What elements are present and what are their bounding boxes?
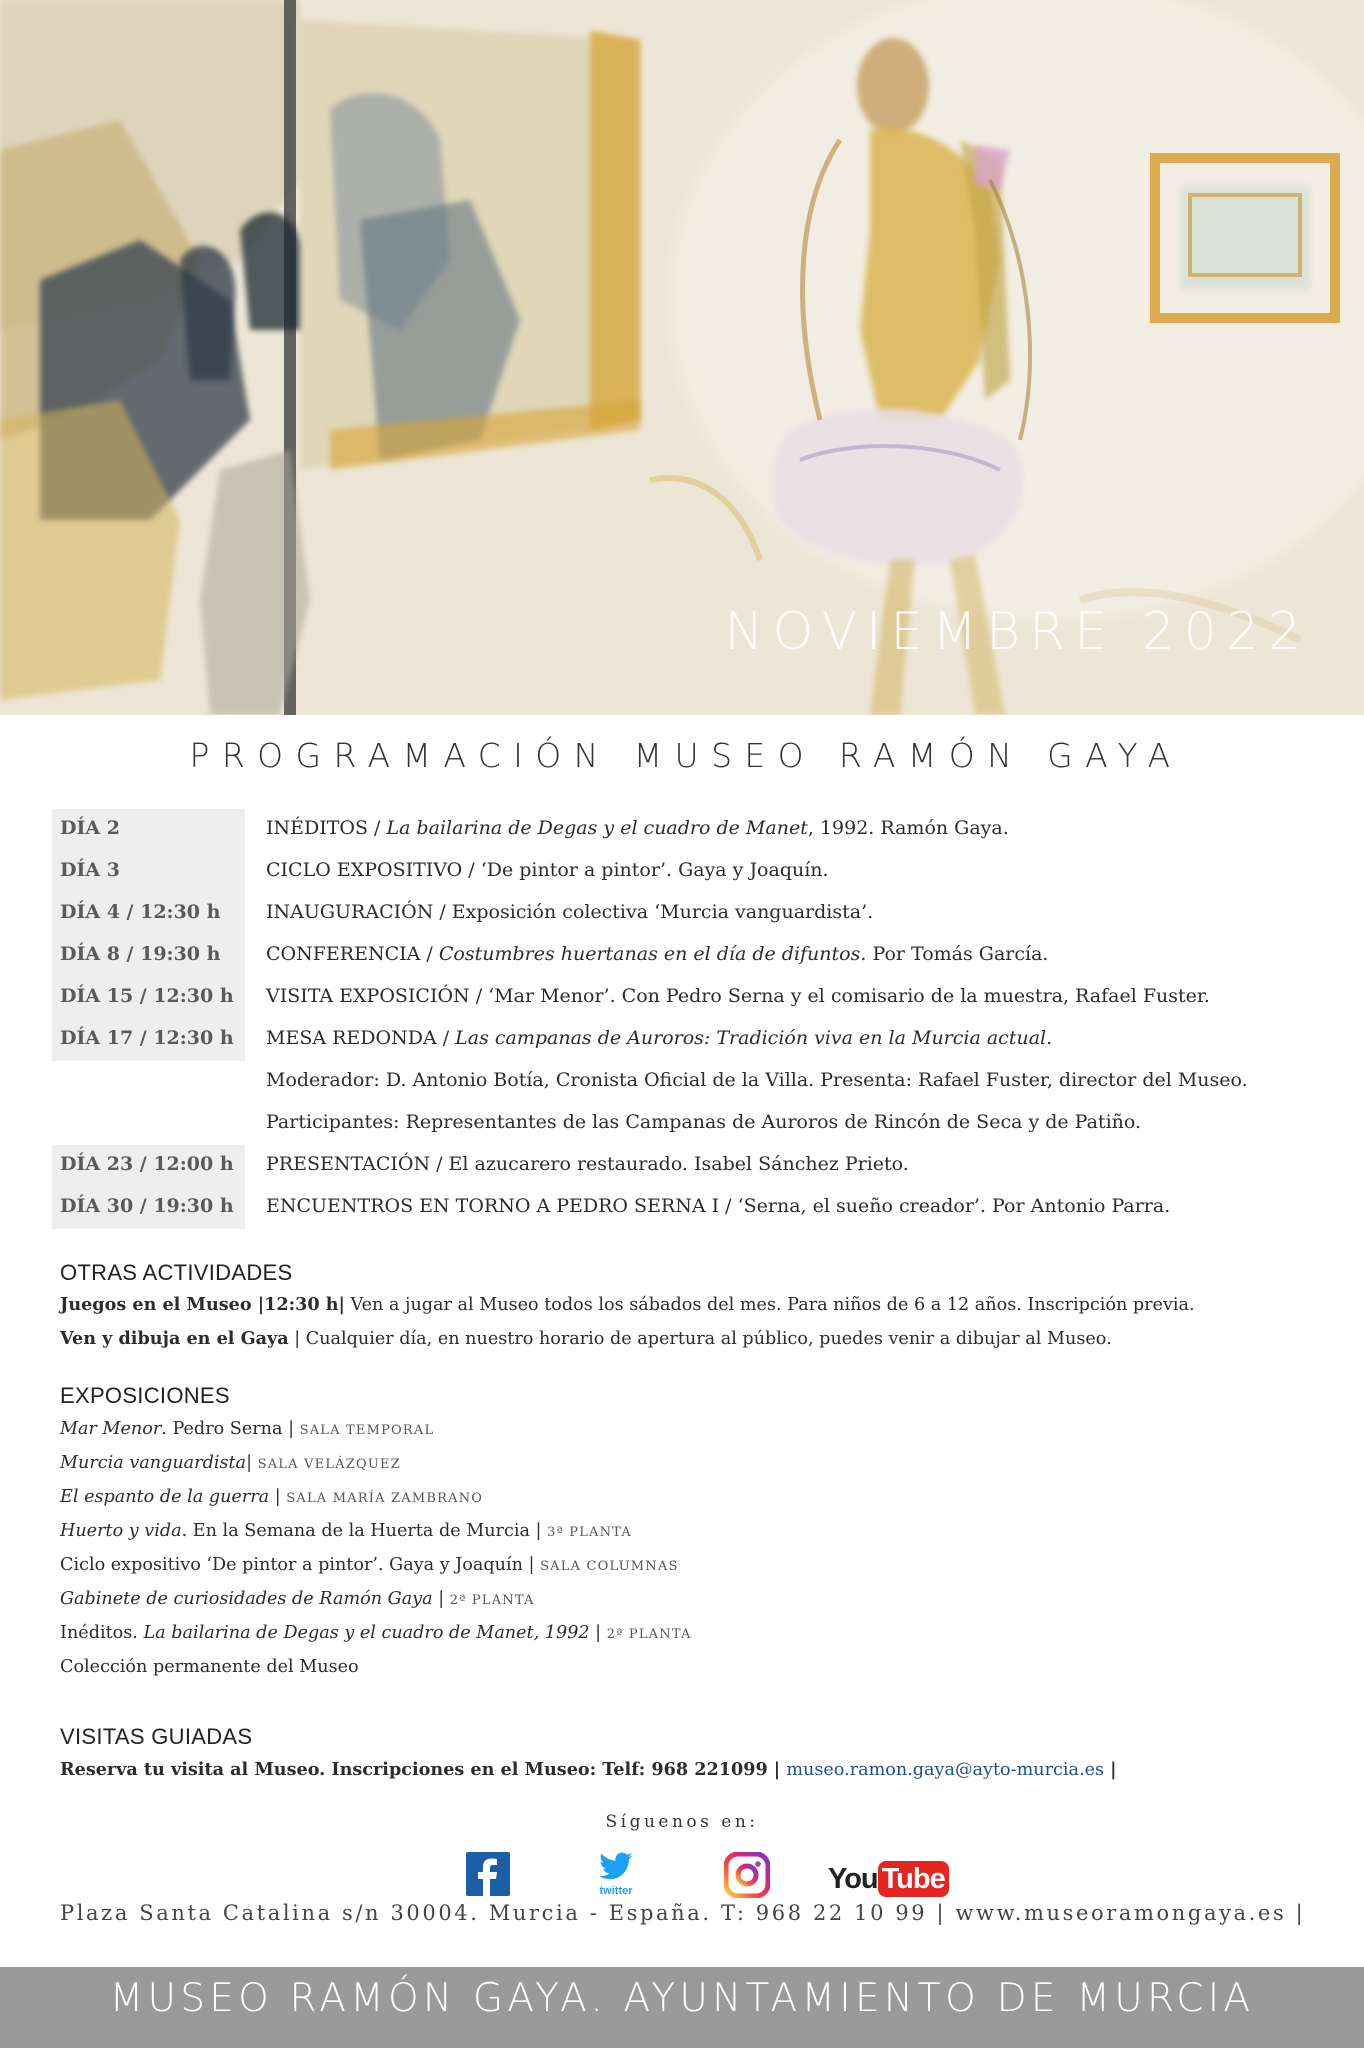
schedule-row: [52, 1103, 1312, 1145]
schedule-description: PRESENTACIÓN / El azucarero restaurado. Isabel Sánchez Prieto.: [266, 1153, 909, 1175]
footer-title: MUSEO RAMÓN GAYA. AYUNTAMIENTO DE MURCIA: [109, 1976, 1255, 2021]
follow-label: Síguenos en:: [605, 1812, 759, 1832]
page-title: PROGRAMACIÓN MUSEO RAMÓN GAYA: [189, 736, 1183, 775]
schedule-day: DÍA 8 / 19:30 h: [52, 935, 245, 977]
exposicion-item: Gabinete de curiosidades de Ramón Gaya | 2ª PLANTA: [60, 1589, 535, 1609]
schedule-description: CICLO EXPOSITIVO / ‘De pintor a pintor’. Gaya y Joaquín.: [266, 859, 829, 881]
schedule-day: DÍA 30 / 19:30 h: [52, 1187, 245, 1229]
schedule-row: [52, 1187, 1312, 1229]
schedule-day-empty: [52, 1061, 245, 1103]
exposicion-item: Mar Menor. Pedro Serna | SALA TEMPORAL: [60, 1419, 435, 1439]
schedule-row: [52, 1061, 1312, 1103]
exposiciones-heading: EXPOSICIONES: [60, 1383, 230, 1408]
exposicion-item: Colección permanente del Museo: [60, 1657, 359, 1677]
juegos-line: Juegos en el Museo |12:30 h| Ven a jugar al Museo todos los sábados del mes. Para niños de 6 a 12 años. Inscripción previa.: [60, 1294, 1195, 1315]
schedule-table: [52, 809, 1312, 1229]
schedule-row: [52, 935, 1312, 977]
schedule-day: DÍA 2: [52, 809, 245, 851]
visitas-guiadas-heading: VISITAS GUIADAS: [60, 1724, 253, 1749]
schedule-day: DÍA 4 / 12:30 h: [52, 893, 245, 935]
schedule-description: Participantes: Representantes de las Campanas de Auroros de Rincón de Seca y de Patiño.: [266, 1111, 1142, 1133]
exposicion-item: El espanto de la guerra | SALA MARÍA ZAMBRANO: [60, 1487, 484, 1507]
schedule-row: [52, 977, 1312, 1019]
instagram-icon[interactable]: [724, 1852, 770, 1902]
schedule-row: [52, 1145, 1312, 1187]
schedule-day: DÍA 15 / 12:30 h: [52, 977, 245, 1019]
exposicion-item: Huerto y vida. En la Semana de la Huerta de Murcia | 3ª PLANTA: [60, 1521, 632, 1541]
youtube-icon[interactable]: You Tube: [828, 1861, 949, 1897]
facebook-icon[interactable]: [466, 1852, 510, 1900]
email-link[interactable]: museo.ramon.gaya@ayto-murcia.es: [786, 1760, 1105, 1780]
schedule-day: DÍA 17 / 12:30 h: [52, 1019, 245, 1061]
twitter-wordmark: twitter: [599, 1885, 633, 1897]
hero-painting: [0, 0, 1364, 715]
schedule-day: DÍA 23 / 12:00 h: [52, 1145, 245, 1187]
schedule-description: VISITA EXPOSICIÓN / ‘Mar Menor’. Con Pedro Serna y el comisario de la muestra, Rafael Fuster.: [266, 985, 1210, 1007]
schedule-row: [52, 809, 1312, 851]
schedule-day-empty: [52, 1103, 245, 1145]
hero-month-title: NOVIEMBRE 2022: [724, 602, 1310, 662]
twitter-icon[interactable]: [594, 1852, 638, 1897]
schedule-row: [52, 1019, 1312, 1061]
schedule-description: MESA REDONDA / Las campanas de Auroros: Tradición viva en la Murcia actual.: [266, 1027, 1053, 1049]
schedule-description: CONFERENCIA / Costumbres huertanas en el día de difuntos. Por Tomás García.: [266, 943, 1049, 965]
visitas-line: Reserva tu visita al Museo. Inscripciones en el Museo: Telf: 968 221099 | museo.ramon.gaya@ayto-murcia.es |: [60, 1759, 1117, 1780]
schedule-row: [52, 851, 1312, 893]
exposicion-item: Ciclo expositivo ‘De pintor a pintor’. Gaya y Joaquín | SALA COLUMNAS: [60, 1555, 679, 1575]
schedule-description: Moderador: D. Antonio Botía, Cronista Oficial de la Villa. Presenta: Rafael Fuster, director del Museo.: [266, 1069, 1248, 1091]
address-line: Plaza Santa Catalina s/n 30004. Murcia - España. T: 968 22 10 99 | www.museoramongaya.es |: [60, 1901, 1306, 1925]
schedule-row: [52, 893, 1312, 935]
dibuja-line: Ven y dibuja en el Gaya | Cualquier día, en nuestro horario de apertura al público, puedes venir a dibujar al Museo.: [60, 1328, 1112, 1349]
schedule-description: INAUGURACIÓN / Exposición colectiva ‘Murcia vanguardista’.: [266, 901, 874, 923]
exposicion-item: Murcia vanguardista| SALA VELÁZQUEZ: [60, 1453, 401, 1473]
schedule-description: ENCUENTROS EN TORNO A PEDRO SERNA I / ‘Serna, el sueño creador’. Por Antonio Parra.: [266, 1195, 1171, 1217]
schedule-day: DÍA 3: [52, 851, 245, 893]
otras-actividades-heading: OTRAS ACTIVIDADES: [60, 1260, 293, 1285]
schedule-description: INÉDITOS / La bailarina de Degas y el cuadro de Manet, 1992. Ramón Gaya.: [266, 817, 1009, 839]
exposicion-item: Inéditos. La bailarina de Degas y el cuadro de Manet, 1992 | 2ª PLANTA: [60, 1623, 692, 1643]
